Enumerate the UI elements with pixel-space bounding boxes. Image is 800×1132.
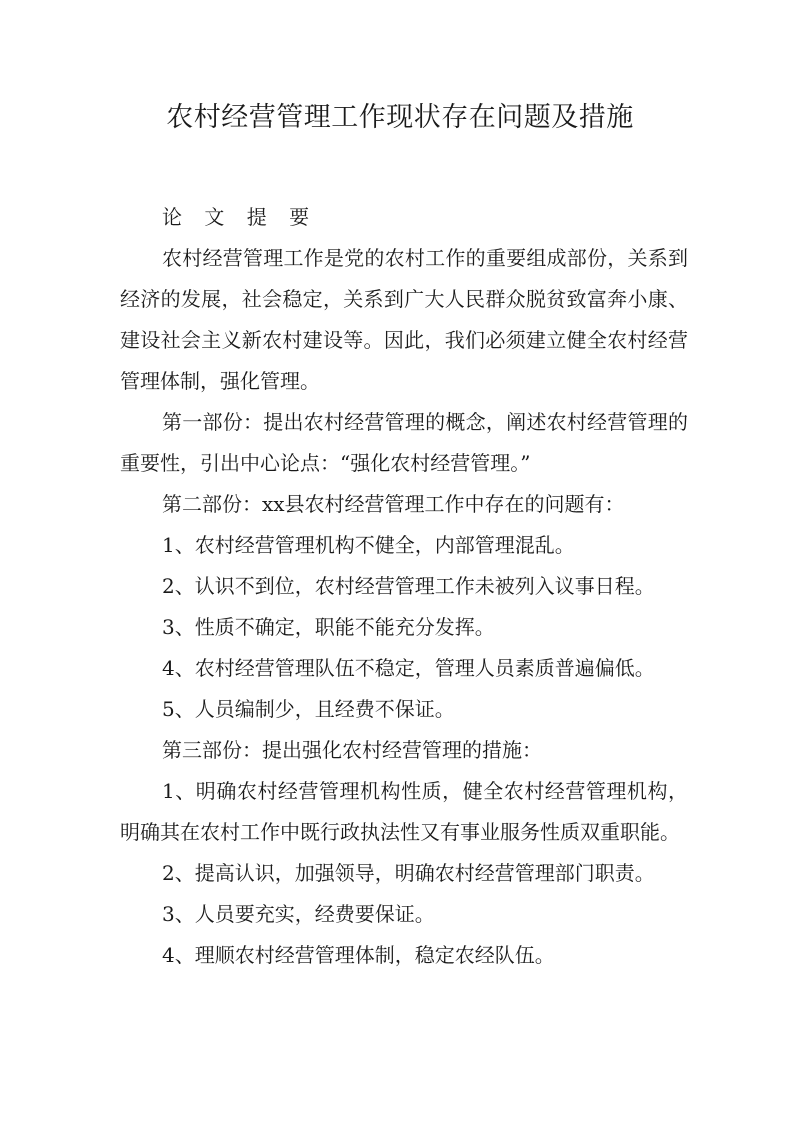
part-three-heading: 第三部份：提出强化农村经营管理的措施： [162,738,542,762]
problem-item: 5、人员编制少，且经费不保证。 [162,697,455,721]
document-title: 农村经营管理工作现状存在问题及措施 [166,102,634,133]
measure-item: 4、理顺农村经营管理体制，稳定农经队伍。 [162,943,555,967]
document-body [120,197,688,976]
abstract-heading: 论 文 提 要 [162,205,318,229]
part-one-paragraph: 第一部份：提出农村经营管理的概念，阐述农村经营管理的重要性，引出中心论点：“强化农村经营管理。” [120,410,688,475]
problem-item: 1、农村经营管理机构不健全，内部管理混乱。 [162,533,575,557]
problem-item: 3、性质不确定，职能不能充分发挥。 [162,615,495,639]
measure-item: 1、明确农村经营管理机构性质，健全农村经营管理机构，明确其在农村工作中既行政执法性又有事业服务性质双重职能。 [120,779,688,844]
part-two-heading: 第二部份：xx县农村经营管理工作中存在的问题有： [162,492,625,516]
problem-item: 2、认识不到位，农村经营管理工作未被列入议事日程。 [162,574,655,598]
measure-item: 2、提高认识，加强领导，明确农村经营管理部门职责。 [162,861,655,885]
problem-item: 4、农村经营管理队伍不稳定，管理人员素质普遍偏低。 [162,656,655,680]
measure-item: 3、人员要充实，经费要保证。 [162,902,435,926]
abstract-paragraph: 农村经营管理工作是党的农村工作的重要组成部份，关系到经济的发展，社会稳定，关系到广大人民群众脱贫致富奔小康、建设社会主义新农村建设等。因此，我们必须建立健全农村经营管理体制，强化管理。 [120,246,688,393]
